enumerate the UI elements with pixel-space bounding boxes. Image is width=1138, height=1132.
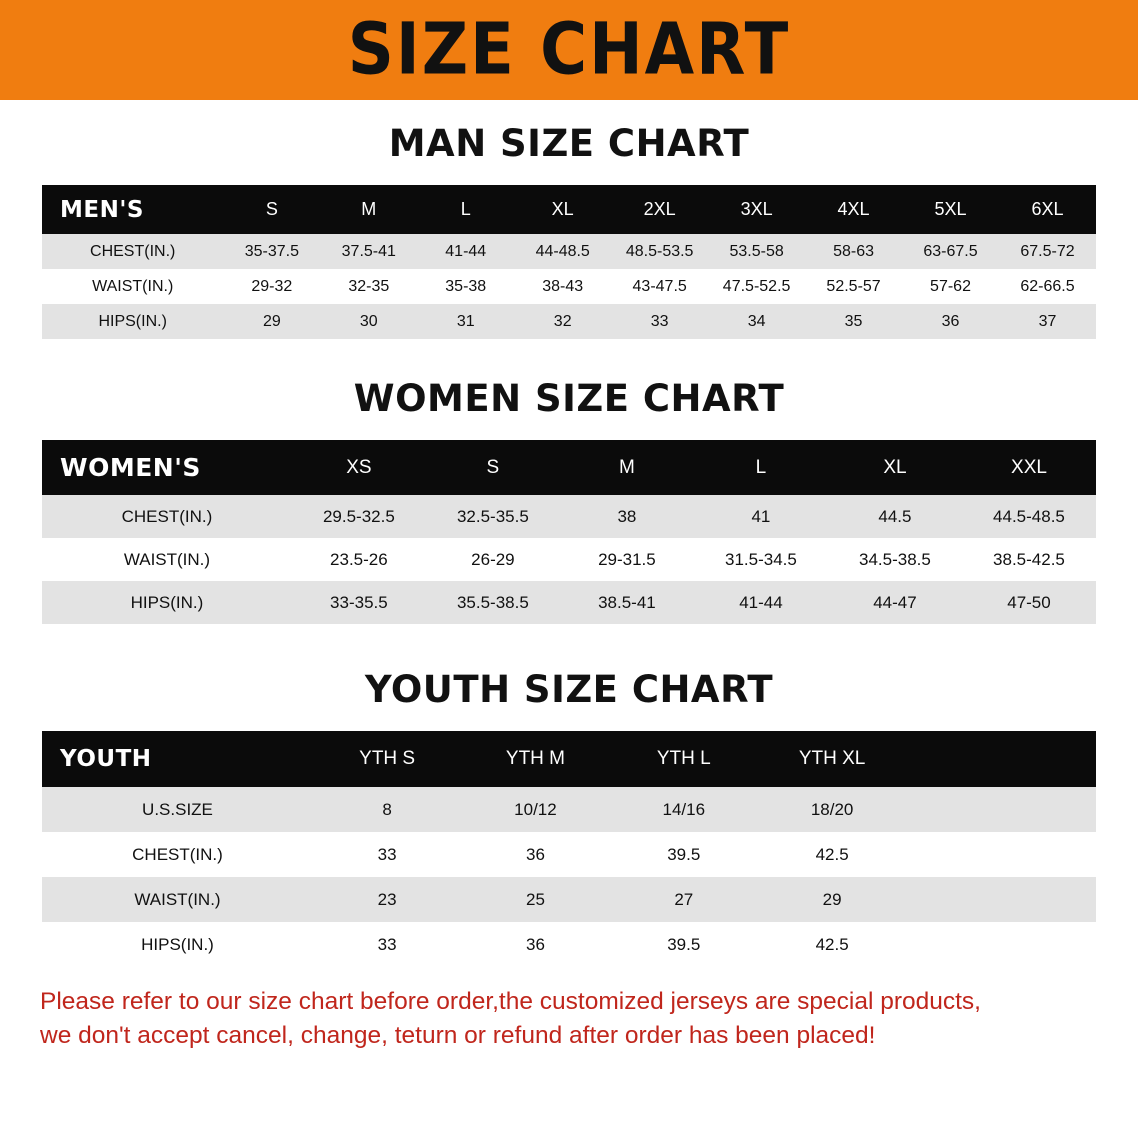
table-cell: 25 (461, 877, 609, 922)
table-cell: 36 (461, 832, 609, 877)
table-cell: 41-44 (417, 234, 514, 269)
man-section-heading: MAN SIZE CHART (388, 122, 750, 165)
women-table-header (42, 440, 1096, 495)
table-cell: 41 (694, 495, 828, 538)
youth-table-body (42, 787, 1096, 967)
table-cell: 30 (320, 304, 417, 339)
youth-table-header (42, 731, 1096, 787)
table-cell: 33-35.5 (292, 581, 426, 624)
man-table-body (42, 234, 1096, 339)
women-table-wrap (0, 440, 1138, 624)
table-cell: 29.5-32.5 (292, 495, 426, 538)
table-cell: 38.5-41 (560, 581, 694, 624)
women-size-header: XL (828, 440, 962, 495)
youth-section-heading: YOUTH SIZE CHART (364, 668, 774, 711)
table-cell: 42.5 (758, 922, 906, 967)
table-row (42, 269, 1096, 304)
women-size-table (42, 440, 1096, 624)
table-cell: 63-67.5 (902, 234, 999, 269)
man-size-header: 5XL (902, 185, 999, 234)
table-row (42, 495, 1096, 538)
row-label: HIPS(IN.) (42, 304, 223, 339)
table-cell: 23 (313, 877, 461, 922)
table-cell: 32.5-35.5 (426, 495, 560, 538)
disclaimer-note (0, 985, 1138, 1053)
man-size-header: 3XL (708, 185, 805, 234)
women-table-body (42, 495, 1096, 624)
table-cell: 23.5-26 (292, 538, 426, 581)
man-size-header: S (223, 185, 320, 234)
table-cell: 48.5-53.5 (611, 234, 708, 269)
women-size-header: XS (292, 440, 426, 495)
youth-size-header: YTH M (461, 731, 609, 787)
youth-size-header-spacer (906, 731, 1096, 787)
table-cell: 29-31.5 (560, 538, 694, 581)
man-corner-label: MEN'S (42, 185, 223, 234)
table-cell: 36 (461, 922, 609, 967)
disclaimer-line-2: we don't accept cancel, change, teturn or refund after order has been placed! (40, 1021, 876, 1049)
table-cell: 38 (560, 495, 694, 538)
table-cell: 35-37.5 (223, 234, 320, 269)
youth-size-header: YTH S (313, 731, 461, 787)
table-row (42, 922, 1096, 967)
table-cell: 34.5-38.5 (828, 538, 962, 581)
table-cell: 31.5-34.5 (694, 538, 828, 581)
row-label: HIPS(IN.) (42, 581, 292, 624)
row-label: WAIST(IN.) (42, 877, 313, 922)
table-cell: 26-29 (426, 538, 560, 581)
table-cell: 39.5 (610, 832, 758, 877)
man-table-header (42, 185, 1096, 234)
women-corner-label: WOMEN'S (42, 440, 292, 495)
table-cell: 62-66.5 (999, 269, 1096, 304)
row-label: U.S.SIZE (42, 787, 313, 832)
table-cell: 35-38 (417, 269, 514, 304)
table-cell: 52.5-57 (805, 269, 902, 304)
table-row (42, 234, 1096, 269)
table-cell: 8 (313, 787, 461, 832)
banner (0, 0, 1138, 100)
table-cell: 35.5-38.5 (426, 581, 560, 624)
table-cell: 67.5-72 (999, 234, 1096, 269)
man-size-header: XL (514, 185, 611, 234)
man-size-header: 6XL (999, 185, 1096, 234)
row-label: WAIST(IN.) (42, 269, 223, 304)
table-row (42, 832, 1096, 877)
row-label: HIPS(IN.) (42, 922, 313, 967)
youth-size-header: YTH XL (758, 731, 906, 787)
youth-table-wrap (0, 731, 1138, 967)
table-cell: 47.5-52.5 (708, 269, 805, 304)
man-size-header: M (320, 185, 417, 234)
youth-size-header: YTH L (610, 731, 758, 787)
table-cell: 18/20 (758, 787, 906, 832)
women-size-header: M (560, 440, 694, 495)
table-cell: 57-62 (902, 269, 999, 304)
table-cell: 35 (805, 304, 902, 339)
table-cell: 33 (313, 922, 461, 967)
table-row (42, 581, 1096, 624)
women-size-header: XXL (962, 440, 1096, 495)
youth-corner-label: YOUTH (42, 731, 313, 787)
table-cell: 58-63 (805, 234, 902, 269)
table-cell: 39.5 (610, 922, 758, 967)
table-cell: 29 (758, 877, 906, 922)
table-header-row (42, 731, 1096, 787)
table-row (42, 877, 1096, 922)
row-label: WAIST(IN.) (42, 538, 292, 581)
row-label: CHEST(IN.) (42, 495, 292, 538)
table-cell: 29-32 (223, 269, 320, 304)
table-cell: 44-47 (828, 581, 962, 624)
women-size-header: S (426, 440, 560, 495)
table-cell: 44.5 (828, 495, 962, 538)
table-cell: 31 (417, 304, 514, 339)
table-cell: 33 (313, 832, 461, 877)
table-cell: 44-48.5 (514, 234, 611, 269)
table-cell: 14/16 (610, 787, 758, 832)
table-cell-spacer (906, 787, 1096, 832)
table-cell: 44.5-48.5 (962, 495, 1096, 538)
man-size-header: 2XL (611, 185, 708, 234)
man-size-table (42, 185, 1096, 339)
man-size-header: 4XL (805, 185, 902, 234)
row-label: CHEST(IN.) (42, 832, 313, 877)
table-cell-spacer (906, 832, 1096, 877)
table-cell: 43-47.5 (611, 269, 708, 304)
table-cell: 38.5-42.5 (962, 538, 1096, 581)
table-cell: 42.5 (758, 832, 906, 877)
man-table-wrap (0, 185, 1138, 339)
table-row (42, 538, 1096, 581)
disclaimer-line-1: Please refer to our size chart before order,the customized jerseys are special products, (40, 988, 981, 1015)
table-cell: 36 (902, 304, 999, 339)
table-row (42, 787, 1096, 832)
table-cell: 41-44 (694, 581, 828, 624)
table-header-row (42, 185, 1096, 234)
table-cell-spacer (906, 922, 1096, 967)
women-size-header: L (694, 440, 828, 495)
table-cell: 27 (610, 877, 758, 922)
table-header-row (42, 440, 1096, 495)
row-label: CHEST(IN.) (42, 234, 223, 269)
table-cell: 37 (999, 304, 1096, 339)
table-cell: 34 (708, 304, 805, 339)
table-cell: 10/12 (461, 787, 609, 832)
table-cell: 38-43 (514, 269, 611, 304)
table-cell: 47-50 (962, 581, 1096, 624)
table-cell: 32 (514, 304, 611, 339)
man-size-header: L (417, 185, 514, 234)
table-row (42, 304, 1096, 339)
table-cell: 33 (611, 304, 708, 339)
table-cell-spacer (906, 877, 1096, 922)
table-cell: 29 (223, 304, 320, 339)
youth-size-table (42, 731, 1096, 967)
table-cell: 37.5-41 (320, 234, 417, 269)
table-cell: 53.5-58 (708, 234, 805, 269)
page-title: SIZE CHART (347, 8, 791, 92)
table-cell: 32-35 (320, 269, 417, 304)
women-section-heading: WOMEN SIZE CHART (353, 377, 785, 420)
